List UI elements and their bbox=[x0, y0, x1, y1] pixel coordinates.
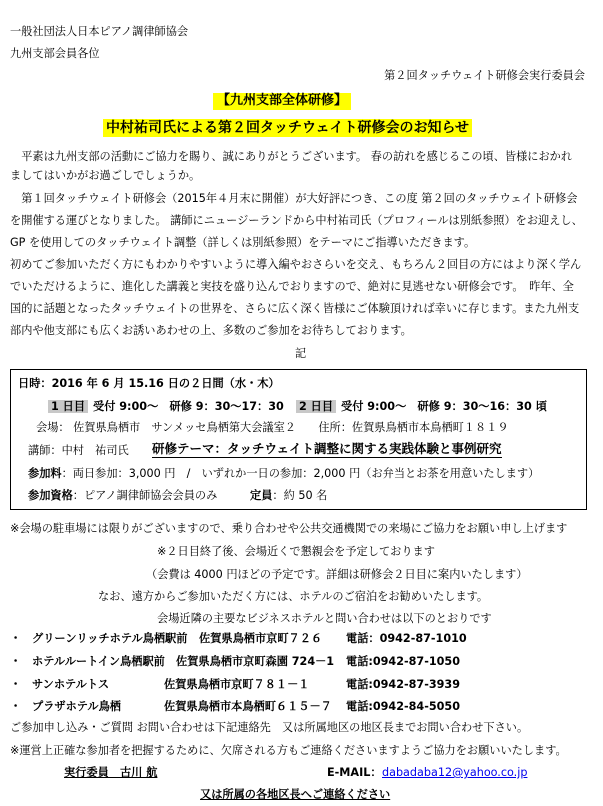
hotel-tel: 電話:0942-87-1050 bbox=[346, 655, 460, 668]
sender: 第２回タッチウェイト研修会実行委員会 bbox=[384, 69, 585, 82]
note-hotel: なお、遠方からご参加いただく方には、ホテルのご宿泊をお勧めいたします。 bbox=[98, 590, 489, 603]
intro-line: 初めてご参加いただく方にもわかりやすいように導入編やおさらいを交え、もちろん２回目の方にはより深く学ん bbox=[10, 258, 582, 271]
hotel-name: グリーンリッチホテル鳥栖駅前 bbox=[32, 632, 188, 645]
day1-time: 受付 9:00～ 研修 9：30～17：30 bbox=[93, 400, 284, 413]
footer-inquiry: ご参加申し込み・ご質問 お問い合わせは下記連絡先 又は所属地区の地区長までお問い合わせ下さい。 bbox=[10, 721, 529, 734]
intro-line: 平素は九州支部の活動にご協力を賜り、誠にありがとうございます。 春の訪れを感じるこの頃、皆様におかれ bbox=[10, 150, 573, 163]
email-link[interactable]: dabadaba12@yahoo.co.jp bbox=[382, 766, 528, 779]
capacity: 定員：約 50 名 bbox=[250, 489, 328, 502]
seminar-theme: 研修テーマ：タッチウェイト調整に関する実践体験と事例研究 bbox=[152, 441, 502, 458]
event-date: 日時：2016 年 6 月 15.16 日の２日間（水・木） bbox=[18, 377, 280, 390]
email-label: E-MAIL： bbox=[327, 766, 382, 779]
hotel-address: 佐賀県鳥栖市京町７２６ bbox=[199, 632, 323, 645]
footer-attendance: ※運営上正確な参加者を把握するために、欠席される方もご連絡くださいますようご協力をお願いいたします。 bbox=[10, 744, 567, 757]
note-party: ※２日目終了後、会場近くで懇親会を予定しております bbox=[157, 545, 435, 558]
org-name: 一般社団法人日本ピアノ調律師協会 bbox=[10, 25, 189, 38]
qualification: 参加資格：ピアノ調律師協会会員のみ bbox=[28, 489, 218, 502]
note-fee: （会費は 4000 円ほどの予定です。詳細は研修会２日目に案内いたします） bbox=[146, 568, 528, 581]
intro-line: GP を使用してのタッチウェイト調整（詳しくは別紙参照）をテーマにご指導いただきます。 bbox=[10, 236, 476, 249]
hotel-address: 佐賀県鳥栖市京町森園 724－1 bbox=[176, 655, 335, 668]
hotel-name: サンホテルトス bbox=[32, 678, 110, 691]
hotel-bullet: ・ bbox=[10, 678, 22, 691]
intro-line: 第１回タッチウェイト研修会（2015年４月末に開催）が大好評につき、この度 第２回のタッチウェイト研修会 bbox=[10, 192, 578, 205]
hotel-bullet: ・ bbox=[10, 632, 22, 645]
intro-line: 国的に話題となったタッチウェイトの世界を、さらに広く深く皆様にご体験頂ければ幸いに存じます。また九州支 bbox=[10, 302, 580, 315]
day2-label: 2 日目 bbox=[296, 400, 336, 415]
day2-time: 受付 9:00～ 研修 9：30～16：30 頃 bbox=[341, 400, 547, 413]
intro-line: ましてはいかがお過ごしでしょうか。 bbox=[10, 169, 201, 182]
ki-marker: 記 bbox=[295, 347, 307, 360]
hotel-address: 佐賀県鳥栖市本鳥栖町６１５－７ bbox=[164, 700, 332, 713]
hotel-name: プラザホテル鳥栖 bbox=[32, 700, 121, 713]
title-line1: 【九州支部全体研修】 bbox=[213, 93, 351, 110]
recipients: 九州支部会員各位 bbox=[10, 47, 100, 60]
venue: 会場： 佐賀県鳥栖市 サンメッセ鳥栖第大会議室２ 住所：佐賀県鳥栖市本鳥栖町１８１９ bbox=[36, 421, 509, 434]
note-hotel-list: 会場近隣の主要なビジネスホテルと問い合わせは以下のとおりです bbox=[157, 612, 492, 625]
hotel-bullet: ・ bbox=[10, 655, 22, 668]
note-parking: ※会場の駐車場には限りがございますので、乗り合わせや公共交通機関での来場にご協力をお願い申し上げます bbox=[10, 522, 568, 535]
title-line2: 中村祐司氏による第２回タッチウェイト研修会のお知らせ bbox=[103, 119, 472, 137]
hotel-tel: 電話:0942-84-5050 bbox=[346, 700, 460, 713]
day1-label: 1 日目 bbox=[48, 400, 88, 415]
contact-person: 実行委員 古川 航 bbox=[64, 766, 158, 779]
lecturer: 講師：中村 祐司氏 bbox=[28, 444, 129, 457]
intro-line: を開催する運びとなりました。 講師にニュージーランドから中村祐司氏（プロフィールは別紙参照）をお迎えし、 bbox=[10, 214, 583, 227]
hotel-address: 佐賀県鳥栖市京町７８１－１ bbox=[164, 678, 310, 691]
intro-line: でいただけるように、進化した講義と実技を盛り込んでおりますので、絶対に見逃せない研修会です。 昨年、全 bbox=[10, 280, 574, 293]
hotel-name: ホテルルートイン鳥栖駅前 bbox=[32, 655, 165, 668]
hotel-tel: 電話：0942-87-1010 bbox=[346, 632, 467, 645]
intro-line: 部内や他支部にも広くお誘いあわせの上、多数のご参加をお待ちしております。 bbox=[10, 324, 412, 337]
final-note: 又は所属の各地区長へご連絡ください bbox=[200, 788, 391, 801]
hotel-bullet: ・ bbox=[10, 700, 22, 713]
hotel-tel: 電話:0942-87-3939 bbox=[346, 678, 460, 691]
fee: 参加料：両日参加：3,000 円 / いずれか一日の参加：2,000 円（お弁当とお茶を用意いたします） bbox=[28, 467, 540, 480]
